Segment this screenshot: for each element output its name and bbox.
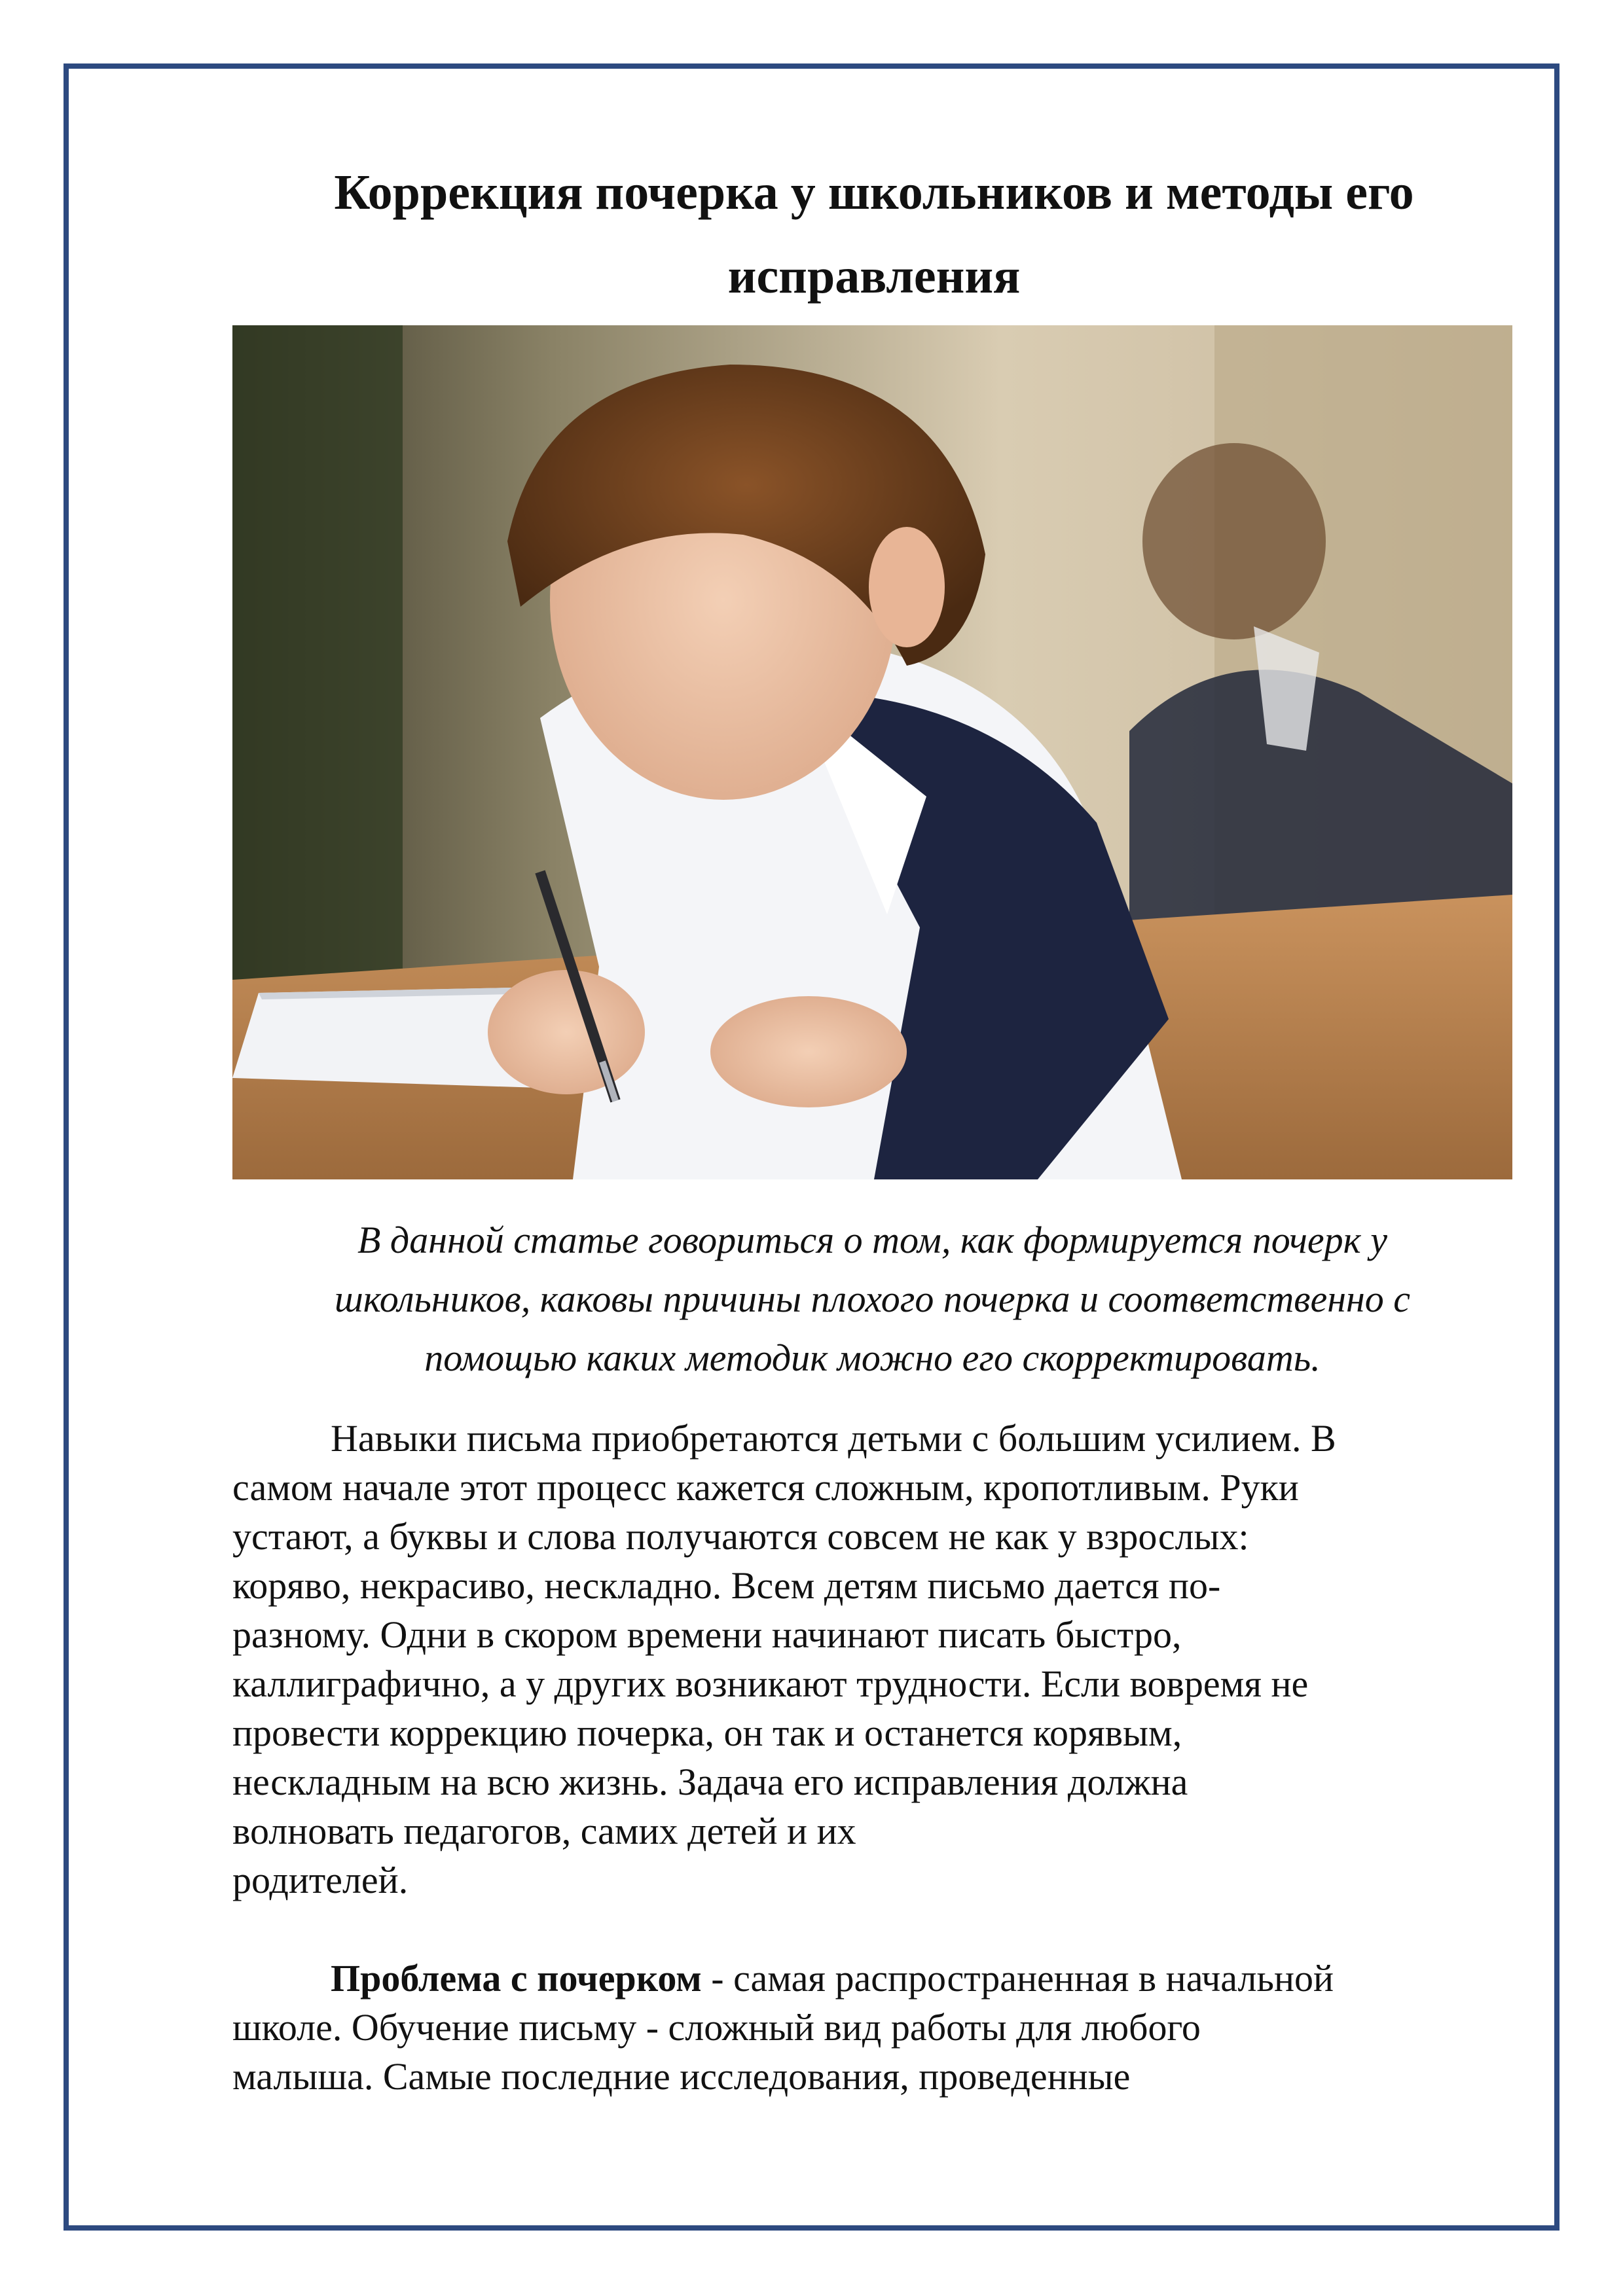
paragraph-line: школе. Обучение письму - сложный вид работы для любого — [232, 2006, 1201, 2049]
paragraph-line: нескладным на всю жизнь. Задача его исправления должна — [232, 1761, 1188, 1803]
article-title — [170, 151, 1578, 318]
lead-line-1: В данной статье говориться о том, как формируется почерк у — [357, 1219, 1388, 1261]
title-line-1: Коррекция почерка у школьников и методы его — [334, 165, 1414, 220]
paragraph-line: разному. Одни в скором времени начинают писать быстро, — [232, 1613, 1182, 1656]
body-paragraph-1 — [232, 1414, 1512, 1905]
paragraph-line: каллиграфично, а у других возникают трудности. Если вовремя не — [232, 1662, 1309, 1705]
photo-illustration — [232, 325, 1512, 1179]
lead-line-2: школьников, каковы причины плохого почерка и соответственно с — [334, 1278, 1411, 1320]
paragraph-line: волновать педагогов, самих детей и их — [232, 1810, 856, 1852]
paragraph-line — [232, 1954, 1512, 2003]
article-photo-boy-writing — [232, 325, 1512, 1179]
bold-phrase: Проблема с почерком — [331, 1957, 702, 2000]
lead-line-3: помощью каких методик можно его скорректировать. — [424, 1336, 1321, 1379]
article-lead — [232, 1211, 1512, 1388]
paragraph-line: Навыки письма приобретаются детьми с большим усилием. В — [331, 1417, 1336, 1460]
body-paragraph-2 — [232, 1954, 1512, 2101]
paragraph-line: самом начале этот процесс кажется сложным, кропотливым. Руки — [232, 1466, 1299, 1509]
paragraph-line: провести коррекцию почерка, он так и останется корявым, — [232, 1712, 1182, 1754]
line-continuation: - самая распространенная в начальной — [701, 1957, 1334, 2000]
paragraph-line: устают, а буквы и слова получаются совсем не как у взрослых: — [232, 1515, 1249, 1558]
paragraph-line: родителей. — [232, 1859, 409, 1901]
paragraph-line: коряво, некрасиво, нескладно. Всем детям письмо дается по- — [232, 1564, 1221, 1607]
paragraph-line: малыша. Самые последние исследования, проведенные — [232, 2055, 1131, 2098]
title-line-2: исправления — [727, 249, 1021, 304]
